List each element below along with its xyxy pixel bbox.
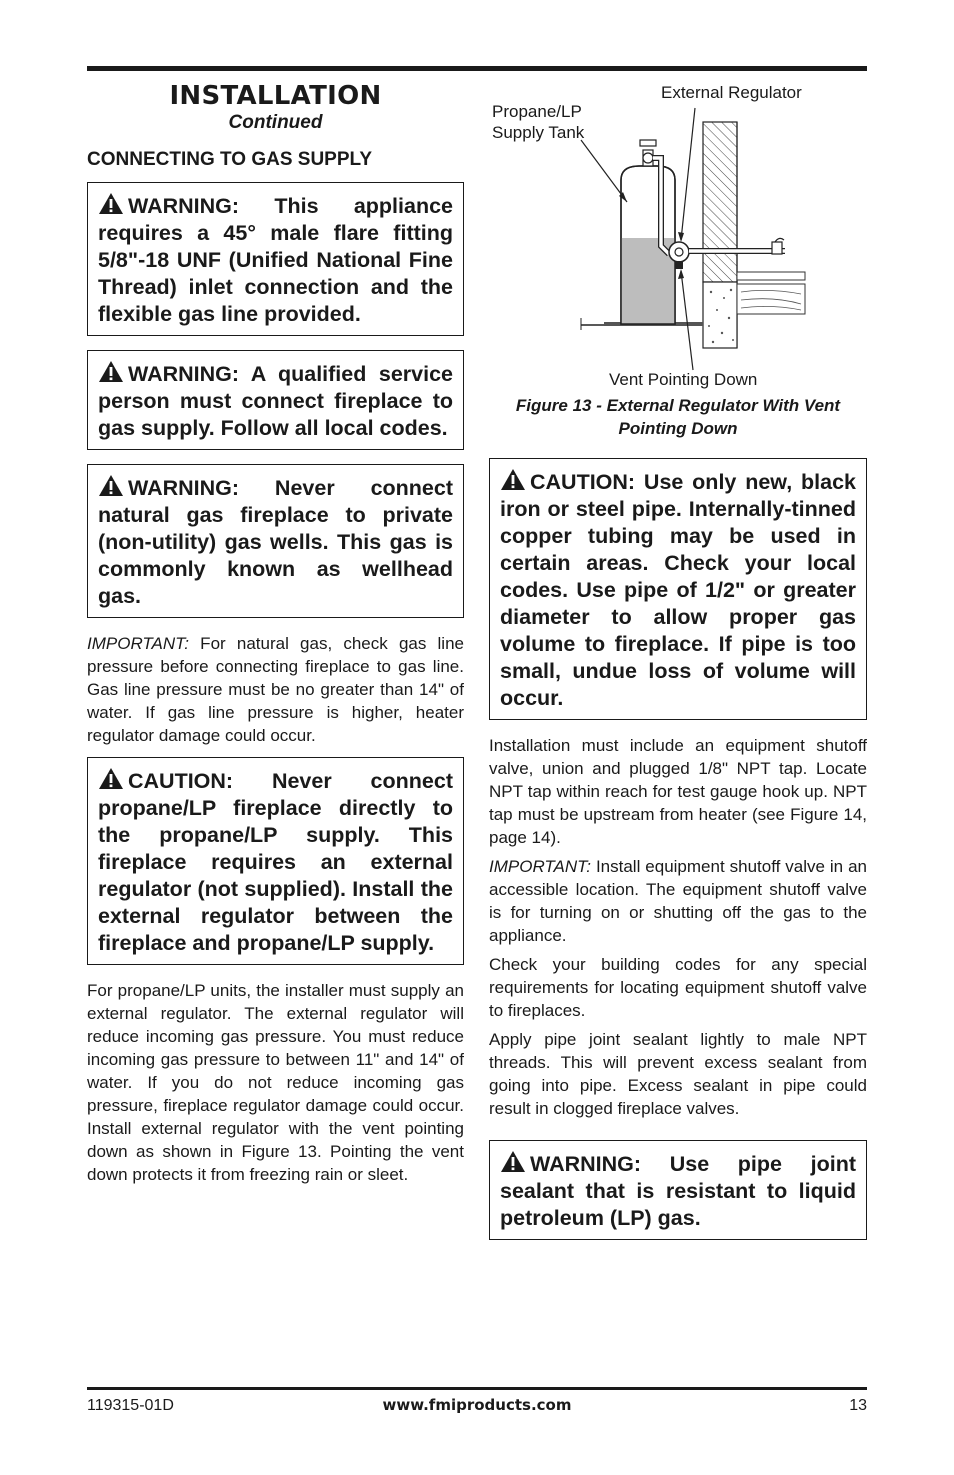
- label-tank-line2: Supply Tank: [492, 123, 585, 142]
- warning-box-qualified: [87, 350, 464, 450]
- page-number: 13: [849, 1397, 867, 1414]
- caution-text: CAUTION: Use only new, black iron or steel pipe. Internally-tinned copper tubing may be used in certain areas. Check your local codes. Use pipe of 1/2" or greater diameter to allow proper gas volume to fireplace. If pipe is too small, undue loss of volume will occur.: [500, 470, 856, 710]
- warning-box-wells: [87, 464, 464, 618]
- website-link[interactable]: www.fmiproducts.com: [382, 1396, 572, 1414]
- important-text: For natural gas, check gas line pressure before connecting fireplace to gas line. Gas line pressure must be no greater than 14" of water. If gas line pressure is higher, heater regulator damage could occur.: [87, 634, 464, 745]
- caution-text: CAUTION: Never connect propane/LP fireplace directly to the propane/LP supply. This fireplace requires an external regulator (not supplied). Install the external regulator between the fireplace and propane/LP supply.: [98, 769, 453, 955]
- lp-paragraph: For propane/LP units, the installer must supply an external regulator. The external regulator will reduce incoming gas pressure. You must reduce incoming gas pressure to between 11" and 14" of water. If you do not reduce incoming gas pressure, fireplace regulator damage could occur. Install external regulator with the vent pointing down as shown in Figure 13. Pointing the vent down protects it from freezing rain or sleet.: [87, 981, 464, 1184]
- warning-triangle-icon: [98, 474, 124, 497]
- important-label: IMPORTANT:: [87, 634, 189, 653]
- warning-triangle-icon: [98, 360, 124, 383]
- warning-triangle-icon: [500, 468, 526, 491]
- warning-text: WARNING: Never connect natural gas fireplace to private (non-utility) gas wells. This gas is commonly known as wellhead gas.: [98, 476, 453, 608]
- subheading: CONNECTING TO GAS SUPPLY: [87, 149, 373, 170]
- figure-caption: Figure 13 - External Regulator With Vent Pointing Down: [515, 396, 841, 438]
- warning-triangle-icon: [500, 1150, 526, 1173]
- warning-text: WARNING: This appliance requires a 45° male flare fitting 5/8"-18 UNF (Unified National Fine Thread) inlet connection and the flexible gas line provided.: [98, 194, 453, 326]
- shutoff-paragraph: Installation must include an equipment shutoff valve, union and plugged 1/8" NPT tap. Locate NPT tap within reach for test gauge hook up. NPT tap must be upstream from heater (see Figure 14, page 14).: [489, 736, 867, 847]
- label-tank-line1: Propane/LP: [492, 102, 582, 121]
- doc-number: 119315-01D: [87, 1397, 174, 1414]
- label-vent-down: Vent Pointing Down: [609, 370, 758, 389]
- important-paragraph-right: [489, 855, 867, 947]
- caution-box-regulator: [87, 757, 464, 965]
- right-column: [489, 78, 867, 1254]
- warning-text: WARNING: Use pipe joint sealant that is resistant to liquid petroleum (LP) gas.: [500, 1152, 856, 1230]
- section-subtitle: Continued: [228, 112, 323, 133]
- important-paragraph: [87, 632, 464, 747]
- top-rule: [87, 66, 867, 71]
- building-codes-paragraph: Check your building codes for any special requirements for locating equipment shutoff valve to fireplaces.: [489, 955, 867, 1020]
- bottom-rule: [87, 1387, 867, 1390]
- label-external-regulator: External Regulator: [661, 83, 802, 102]
- warning-box-sealant: [489, 1140, 867, 1240]
- important-label: IMPORTANT:: [489, 857, 591, 876]
- warning-triangle-icon: [98, 767, 124, 790]
- sealant-paragraph: Apply pipe joint sealant lightly to male NPT threads. This will prevent excess sealant from going into pipe. Excess sealant in pipe could result in clogged fireplace valves.: [489, 1030, 867, 1118]
- section-title: INSTALLATION: [169, 81, 382, 111]
- figure-13: [489, 78, 867, 388]
- warning-triangle-icon: [98, 192, 124, 215]
- left-column: [87, 78, 464, 1192]
- caution-box-pipe: [489, 458, 867, 720]
- warning-box-fitting: [87, 182, 464, 336]
- important-text: Install equipment shutoff valve in an accessible location. The equipment shutoff valve is for turning on or shutting off the gas to the appliance.: [489, 857, 867, 945]
- warning-text: WARNING: A qualified service person must connect fireplace to gas supply. Follow all local codes.: [98, 362, 453, 440]
